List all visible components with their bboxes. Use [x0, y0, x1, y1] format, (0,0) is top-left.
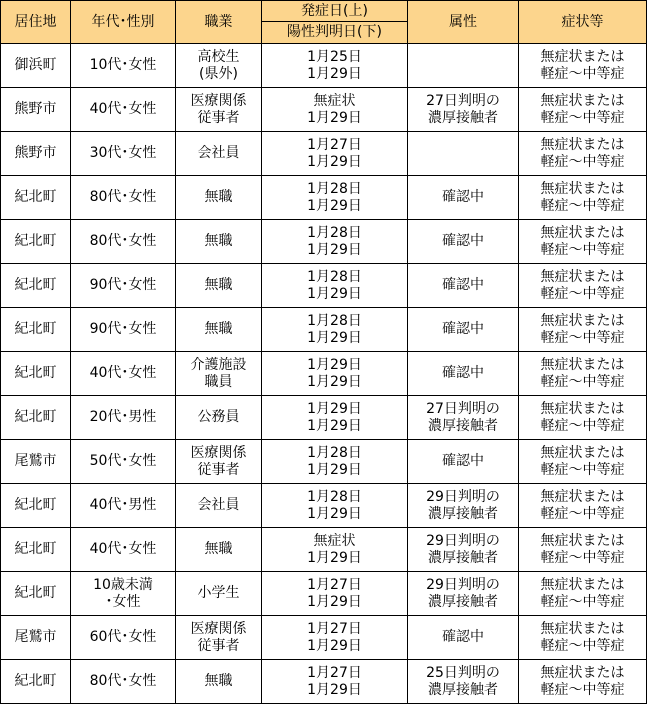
cell-dates-line: 1月27日 [307, 576, 362, 593]
cell-occupation [176, 88, 262, 132]
cell-symptoms [519, 660, 647, 704]
cell-age-gender [71, 176, 176, 220]
cell-symptoms [519, 616, 647, 660]
cell-symptoms [519, 440, 647, 484]
cell-attribute-line: 25日判明の [426, 664, 500, 681]
cell-age-gender-line: 50代･女性 [89, 453, 157, 469]
cell-symptoms [519, 44, 647, 88]
cell-residence: 紀北町 [1, 220, 71, 264]
header-occupation: 職業 [176, 1, 262, 44]
cell-attribute-line: 確認中 [442, 453, 484, 469]
header-positive-date: 陽性判明日(下) [287, 24, 382, 40]
cell-attribute-line: 29日判明の [426, 532, 500, 549]
cell-age-gender [71, 484, 176, 528]
cell-occupation-line: 無職 [204, 541, 233, 557]
table-row [1, 572, 647, 616]
cell-symptoms-line: 軽症～中等症 [540, 417, 625, 434]
cell-dates-line: 無症状 [313, 92, 356, 109]
table-row [1, 132, 647, 176]
cell-occupation-line: (県外) [199, 65, 238, 82]
cell-attribute-line: 確認中 [442, 365, 484, 381]
cell-age-gender-line: 80代･女性 [89, 673, 157, 689]
cell-dates-line: 1月27日 [307, 664, 362, 681]
cell-symptoms [519, 264, 647, 308]
table-body [1, 44, 647, 704]
cell-attribute-line: 確認中 [442, 233, 484, 249]
cell-symptoms [519, 528, 647, 572]
cell-symptoms-line: 無症状または [540, 532, 625, 549]
cell-age-gender-line: 60代･女性 [89, 629, 157, 645]
cell-occupation-line: 無職 [204, 673, 233, 689]
cell-attribute-line: 29日判明の [426, 488, 500, 505]
cell-attribute [408, 660, 519, 704]
cell-symptoms [519, 220, 647, 264]
cell-occupation-line: 医療関係 [190, 92, 247, 109]
cell-attribute-line: 確認中 [442, 321, 484, 337]
cell-attribute-line: 27日判明の [426, 400, 500, 417]
table-row [1, 528, 647, 572]
cell-occupation [176, 484, 262, 528]
cell-symptoms [519, 484, 647, 528]
cell-age-gender-line: 40代･女性 [89, 101, 157, 117]
cell-symptoms-line: 無症状または [540, 664, 625, 681]
cell-residence: 紀北町 [1, 396, 71, 440]
cell-occupation [176, 572, 262, 616]
cell-age-gender [71, 440, 176, 484]
cell-occupation [176, 396, 262, 440]
cell-age-gender-line: ･女性 [105, 593, 141, 610]
cell-attribute [408, 176, 519, 220]
cell-residence: 紀北町 [1, 528, 71, 572]
cell-attribute [408, 396, 519, 440]
cell-occupation-line: 会社員 [197, 145, 240, 161]
cell-dates-line: 1月29日 [307, 356, 362, 373]
cell-age-gender-line: 10代･女性 [89, 57, 157, 73]
cell-attribute-line: 濃厚接触者 [428, 593, 498, 610]
cell-dates [262, 220, 408, 264]
cell-dates [262, 484, 408, 528]
cell-occupation-line: 従事者 [197, 637, 240, 654]
table-row [1, 440, 647, 484]
cell-residence: 御浜町 [1, 44, 71, 88]
cell-age-gender [71, 132, 176, 176]
cell-dates-line: 1月29日 [307, 109, 362, 126]
cell-residence: 熊野市 [1, 88, 71, 132]
cell-age-gender [71, 616, 176, 660]
cell-residence: 紀北町 [1, 352, 71, 396]
cell-attribute [408, 132, 519, 176]
table-row [1, 264, 647, 308]
header-age-gender: 年代･性別 [71, 1, 176, 44]
header-residence: 居住地 [1, 1, 71, 44]
cell-dates-line: 1月29日 [307, 329, 362, 346]
cell-dates [262, 440, 408, 484]
cell-dates-line: 1月25日 [307, 48, 362, 65]
cell-attribute [408, 616, 519, 660]
cell-occupation-line: 無職 [204, 277, 233, 293]
cell-dates [262, 572, 408, 616]
cell-dates-line: 1月29日 [307, 285, 362, 302]
cell-age-gender [71, 264, 176, 308]
header-onset-date: 発症日(上) [262, 1, 407, 22]
cell-dates-line: 1月29日 [307, 549, 362, 566]
cell-occupation [176, 132, 262, 176]
table-row [1, 396, 647, 440]
cell-age-gender-line: 80代･女性 [89, 189, 157, 205]
cell-symptoms [519, 572, 647, 616]
header-attribute: 属性 [408, 1, 519, 44]
cell-dates-line: 1月28日 [307, 180, 362, 197]
cell-occupation [176, 660, 262, 704]
cell-dates-line: 1月28日 [307, 444, 362, 461]
cell-attribute-line: 濃厚接触者 [428, 109, 498, 126]
cell-attribute [408, 572, 519, 616]
cell-dates-line: 1月29日 [307, 373, 362, 390]
cell-occupation [176, 352, 262, 396]
cell-symptoms-line: 軽症～中等症 [540, 505, 625, 522]
cell-attribute-line: 確認中 [442, 277, 484, 293]
cell-attribute [408, 88, 519, 132]
cell-dates-line: 1月29日 [307, 637, 362, 654]
cell-residence: 紀北町 [1, 484, 71, 528]
cell-attribute [408, 484, 519, 528]
cell-dates [262, 528, 408, 572]
cell-symptoms-line: 無症状または [540, 180, 625, 197]
cell-residence: 紀北町 [1, 176, 71, 220]
cell-symptoms-line: 無症状または [540, 620, 625, 637]
cell-symptoms-line: 軽症～中等症 [540, 153, 625, 170]
cell-symptoms-line: 軽症～中等症 [540, 373, 625, 390]
cell-attribute-line: 27日判明の [426, 92, 500, 109]
cell-dates-line: 1月29日 [307, 461, 362, 478]
cell-age-gender-line: 40代･女性 [89, 541, 157, 557]
cell-residence: 紀北町 [1, 660, 71, 704]
cell-age-gender [71, 220, 176, 264]
table-row [1, 44, 647, 88]
header-dates [262, 1, 408, 44]
cell-occupation [176, 264, 262, 308]
cell-dates-line: 1月29日 [307, 400, 362, 417]
cell-occupation [176, 528, 262, 572]
cell-symptoms-line: 無症状または [540, 576, 625, 593]
cell-dates-line: 1月28日 [307, 488, 362, 505]
cell-dates [262, 616, 408, 660]
cell-dates-line: 1月29日 [307, 417, 362, 434]
cell-symptoms-line: 軽症～中等症 [540, 637, 625, 654]
cell-dates-line: 1月28日 [307, 312, 362, 329]
cell-dates [262, 132, 408, 176]
cell-residence: 尾鷲市 [1, 616, 71, 660]
cell-residence: 尾鷲市 [1, 440, 71, 484]
cell-occupation-line: 医療関係 [190, 620, 247, 637]
cell-symptoms-line: 軽症～中等症 [540, 241, 625, 258]
cell-attribute-line: 確認中 [442, 189, 484, 205]
cell-dates-line: 1月28日 [307, 268, 362, 285]
cell-symptoms-line: 軽症～中等症 [540, 285, 625, 302]
cell-age-gender-line: 90代･女性 [89, 277, 157, 293]
cell-age-gender [71, 44, 176, 88]
cell-symptoms-line: 無症状または [540, 488, 625, 505]
cell-attribute [408, 528, 519, 572]
cell-symptoms-line: 軽症～中等症 [540, 681, 625, 698]
cell-occupation [176, 308, 262, 352]
cell-dates-line: 1月29日 [307, 197, 362, 214]
cell-age-gender-line: 40代･男性 [89, 497, 157, 513]
cell-dates-line: 1月29日 [307, 153, 362, 170]
cell-age-gender-line: 10歳未満 [93, 576, 153, 593]
cell-residence: 熊野市 [1, 132, 71, 176]
cell-occupation-line: 無職 [204, 233, 233, 249]
cell-residence: 紀北町 [1, 572, 71, 616]
cell-dates-line: 1月29日 [307, 681, 362, 698]
cell-attribute [408, 264, 519, 308]
cell-symptoms-line: 軽症～中等症 [540, 197, 625, 214]
cell-symptoms-line: 無症状または [540, 400, 625, 417]
cell-dates [262, 264, 408, 308]
cell-dates-line: 1月27日 [307, 620, 362, 637]
cell-attribute [408, 440, 519, 484]
table-row [1, 616, 647, 660]
cell-symptoms-line: 軽症～中等症 [540, 329, 625, 346]
cell-age-gender-line: 20代･男性 [89, 409, 157, 425]
cell-symptoms [519, 176, 647, 220]
cell-occupation-line: 医療関係 [190, 444, 247, 461]
table-row [1, 660, 647, 704]
cell-occupation-line: 職員 [204, 373, 233, 390]
cell-symptoms-line: 軽症～中等症 [540, 549, 625, 566]
cell-occupation-line: 介護施設 [190, 356, 247, 373]
cell-age-gender [71, 396, 176, 440]
cell-occupation-line: 公務員 [197, 409, 240, 425]
cell-dates [262, 308, 408, 352]
cell-symptoms [519, 308, 647, 352]
cell-dates-line: 1月29日 [307, 505, 362, 522]
cell-symptoms [519, 352, 647, 396]
cell-dates [262, 396, 408, 440]
cell-dates [262, 660, 408, 704]
cell-occupation-line: 会社員 [197, 497, 240, 513]
cell-symptoms-line: 軽症～中等症 [540, 109, 625, 126]
cell-occupation-line: 無職 [204, 189, 233, 205]
cell-occupation-line: 高校生 [197, 48, 240, 65]
cell-occupation [176, 176, 262, 220]
table-row [1, 220, 647, 264]
cell-occupation-line: 無職 [204, 321, 233, 337]
cell-age-gender-line: 80代･女性 [89, 233, 157, 249]
cell-occupation [176, 220, 262, 264]
cell-symptoms-line: 無症状または [540, 92, 625, 109]
cell-attribute-line: 濃厚接触者 [428, 681, 498, 698]
cell-occupation-line: 従事者 [197, 461, 240, 478]
cell-age-gender [71, 88, 176, 132]
cell-age-gender-line: 90代･女性 [89, 321, 157, 337]
cell-symptoms-line: 無症状または [540, 48, 625, 65]
cell-attribute-line: 確認中 [442, 629, 484, 645]
cell-dates [262, 176, 408, 220]
cell-symptoms-line: 無症状または [540, 224, 625, 241]
cell-occupation [176, 44, 262, 88]
cell-residence: 紀北町 [1, 308, 71, 352]
table-row [1, 88, 647, 132]
cell-occupation [176, 616, 262, 660]
cell-occupation [176, 440, 262, 484]
cell-dates-line: 1月29日 [307, 241, 362, 258]
cell-age-gender [71, 308, 176, 352]
cell-dates [262, 352, 408, 396]
cell-attribute-line: 濃厚接触者 [428, 505, 498, 522]
cell-attribute [408, 352, 519, 396]
cell-occupation-line: 小学生 [197, 585, 240, 601]
cell-dates [262, 44, 408, 88]
cell-age-gender-line: 40代･女性 [89, 365, 157, 381]
cell-dates [262, 88, 408, 132]
header-symptoms: 症状等 [519, 1, 647, 44]
cell-age-gender-line: 30代･女性 [89, 145, 157, 161]
cell-attribute-line: 29日判明の [426, 576, 500, 593]
cell-symptoms [519, 88, 647, 132]
cell-symptoms-line: 軽症～中等症 [540, 593, 625, 610]
cell-dates-line: 1月29日 [307, 65, 362, 82]
cell-attribute [408, 220, 519, 264]
cell-dates-line: 無症状 [313, 532, 356, 549]
cell-symptoms-line: 無症状または [540, 356, 625, 373]
cell-attribute-line: 濃厚接触者 [428, 417, 498, 434]
table-row [1, 484, 647, 528]
cell-symptoms-line: 無症状または [540, 312, 625, 329]
cell-symptoms-line: 無症状または [540, 136, 625, 153]
cell-symptoms-line: 無症状または [540, 268, 625, 285]
cell-symptoms-line: 無症状または [540, 444, 625, 461]
cell-symptoms [519, 396, 647, 440]
table-row [1, 352, 647, 396]
cell-dates-line: 1月29日 [307, 593, 362, 610]
table-row [1, 308, 647, 352]
table-row [1, 176, 647, 220]
cell-age-gender [71, 528, 176, 572]
cell-symptoms-line: 軽症～中等症 [540, 461, 625, 478]
table-header [1, 1, 647, 44]
cell-attribute-line: 濃厚接触者 [428, 549, 498, 566]
cell-age-gender [71, 572, 176, 616]
cell-dates-line: 1月28日 [307, 224, 362, 241]
cell-age-gender [71, 660, 176, 704]
cell-occupation-line: 従事者 [197, 109, 240, 126]
header-row [1, 1, 647, 44]
cell-dates-line: 1月27日 [307, 136, 362, 153]
cell-attribute [408, 308, 519, 352]
cell-residence: 紀北町 [1, 264, 71, 308]
cell-symptoms-line: 軽症～中等症 [540, 65, 625, 82]
cell-attribute [408, 44, 519, 88]
cell-age-gender [71, 352, 176, 396]
cell-symptoms [519, 132, 647, 176]
